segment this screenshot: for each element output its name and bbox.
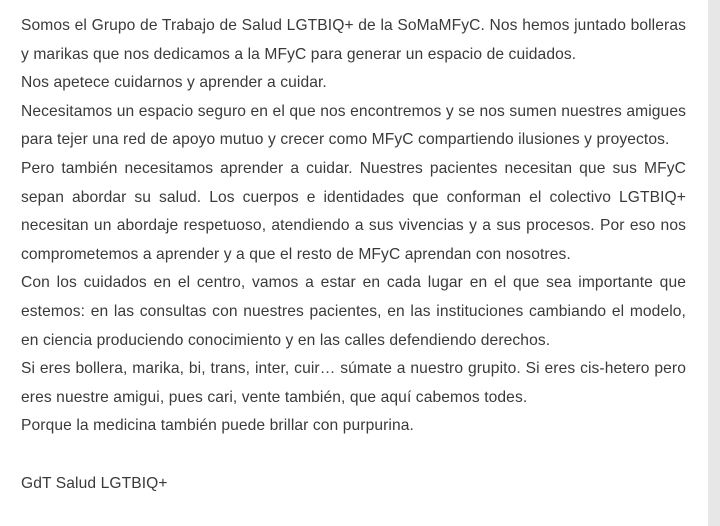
paragraph-intro: Somos el Grupo de Trabajo de Salud LGTBIQ+ de la SoMaMFyC. Nos hemos juntado bolleras y marikas que nos dedicamos a la MFyC para generar un espacio de cuidados. bbox=[21, 17, 686, 63]
blank-line bbox=[21, 441, 686, 470]
paragraph-join: Si eres bollera, marika, bi, trans, inter, cuir… súmate a nuestro grupito. Si eres cis-hetero pero eres nuestre amigui, pues cari, vente también, que aquí cabemos todes. bbox=[21, 360, 686, 406]
scrollbar-track[interactable] bbox=[708, 0, 720, 526]
paragraph-safe-space: Necesitamos un espacio seguro en el que nos encontremos y se nos sumen nuestres amigues para tejer una red de apoyo mutuo y crecer como MFyC compartiendo ilusiones y proyectos. bbox=[21, 102, 686, 149]
paragraph-glitter: Porque la medicina también puede brillar con purpurina. bbox=[21, 417, 414, 435]
paragraph-learn-to-care: Pero también necesitamos aprender a cuidar. Nuestres pacientes necesitan que sus MFyC sepan abordar su salud. Los cuerpos e identidades que conforman el colectivo LGTBIQ+ necesitan un abordaje respetuoso, atendiendo a sus vivencias y a sus procesos. Por eso nos comprometemos a aprender y a que el resto de MFyC aprendan con nosotres. bbox=[21, 159, 686, 263]
signature: GdT Salud LGTBIQ+ bbox=[21, 474, 168, 492]
paragraph-care: Nos apetece cuidarnos y aprender a cuidar. bbox=[21, 74, 327, 92]
paragraph-care-center: Con los cuidados en el centro, vamos a estar en cada lugar en el que sea importante que estemos: en las consultas con nuestres pacientes, en las instituciones cambiando el modelo, en ciencia produciendo conocimiento y en las calles defendiendo derechos. bbox=[21, 274, 686, 349]
